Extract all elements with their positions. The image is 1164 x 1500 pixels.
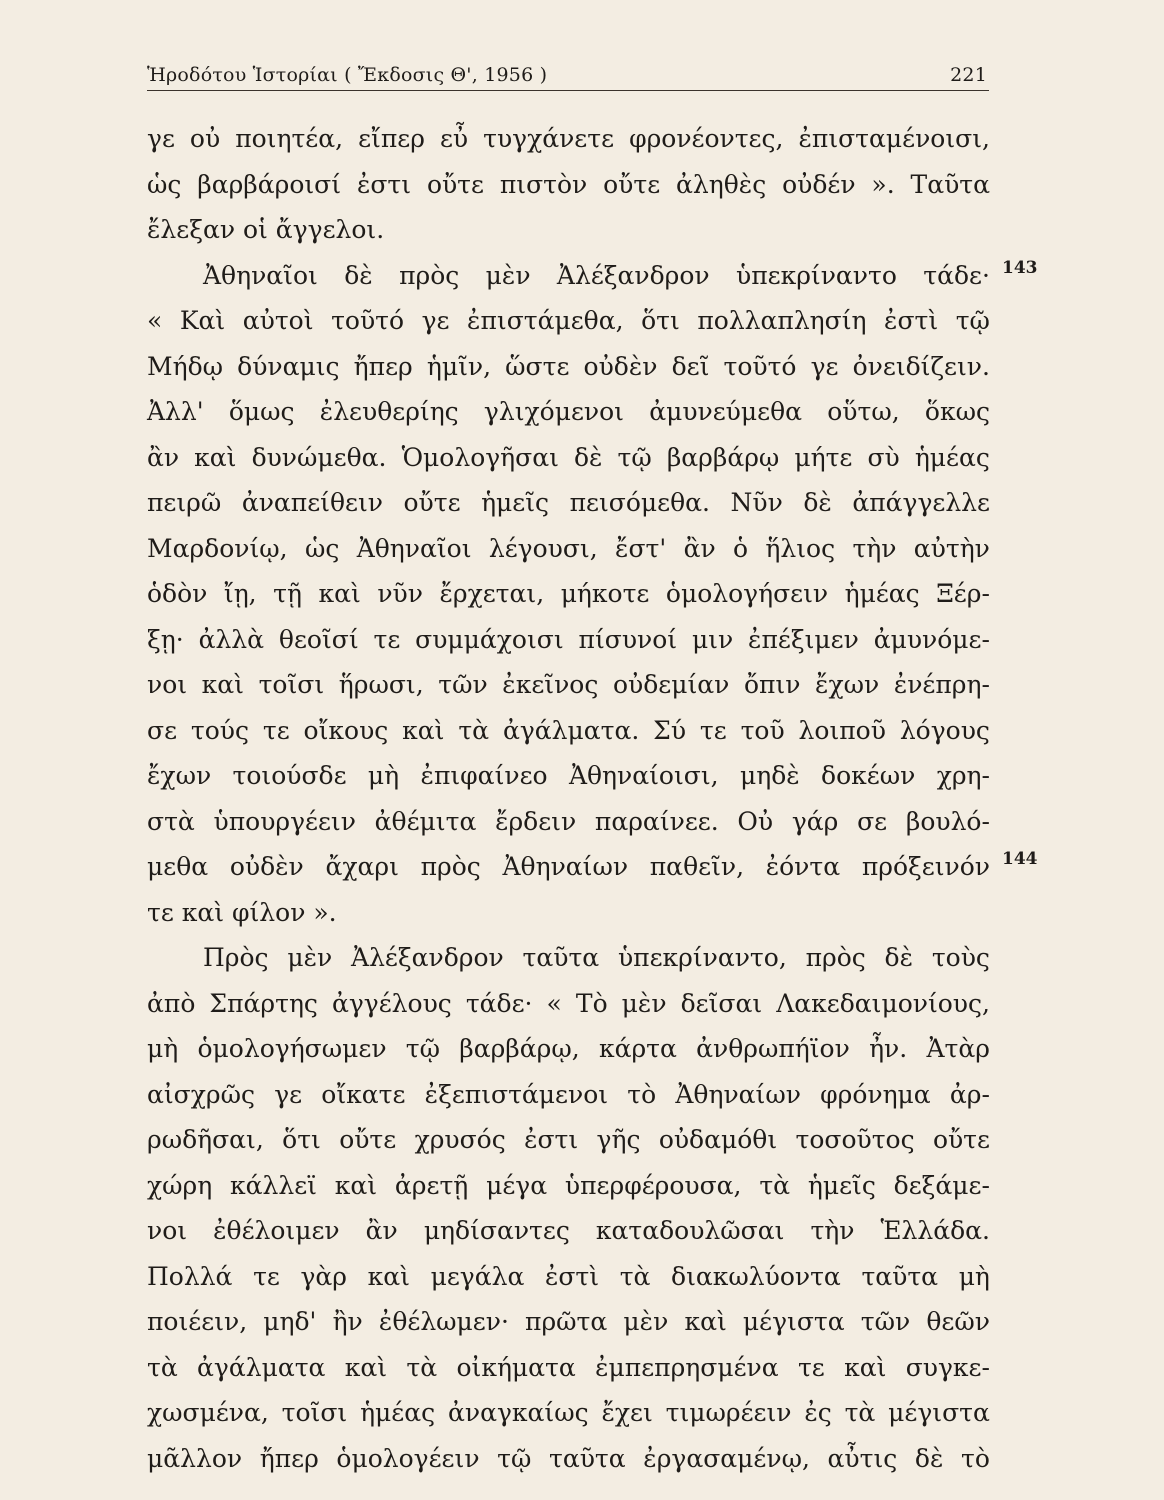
word: διακωλύοντα	[671, 1261, 841, 1291]
word: ἔρχεται,	[439, 579, 545, 608]
word: Πολλά	[147, 1261, 233, 1291]
word: Σπάρτης	[209, 988, 318, 1018]
word: μὴ	[147, 1034, 179, 1063]
text-line: τε καὶ φίλον ».	[147, 897, 337, 927]
word: ἂν	[365, 1216, 398, 1245]
word: ὁδὸν	[147, 579, 208, 608]
word: συγκε-	[905, 1352, 990, 1382]
text-line: ἔλεξαν οἱ ἄγγελοι.	[147, 215, 385, 244]
text-line	[147, 1163, 990, 1209]
word: μὲν	[485, 260, 531, 290]
word: τῷ	[617, 442, 652, 472]
word: ἀγγέλους	[331, 988, 452, 1018]
word: Νῦν	[730, 488, 783, 517]
word: συμμάχοισι	[415, 624, 564, 654]
text-line	[147, 1026, 990, 1072]
word: ἐστι	[356, 169, 412, 199]
word: ἐς	[804, 1398, 832, 1427]
word: ταῦτα	[549, 1443, 626, 1473]
word: τὰ	[759, 1170, 791, 1200]
word: τὰ	[619, 1261, 651, 1291]
word: μέγα	[486, 1170, 548, 1200]
word: εἴπερ	[358, 124, 425, 153]
word: δὲ	[884, 943, 914, 972]
word: ξῃ·	[147, 624, 184, 654]
word: τῇ	[273, 579, 302, 608]
word: σὺ	[867, 442, 900, 472]
word: τῷ	[497, 1443, 532, 1473]
word: ὑπεκρίναντο	[736, 260, 897, 290]
word: πρὸς	[420, 852, 481, 881]
word: χωσμένα,	[147, 1398, 269, 1427]
word: ὁμολογήσωμεν	[197, 1034, 387, 1063]
word: τὰ	[844, 1398, 876, 1427]
word: ἐθέλοιμεν	[213, 1216, 340, 1245]
word: μηδίσαντες	[423, 1216, 570, 1245]
word: οὐδέν	[782, 169, 856, 199]
word: ἔχει	[601, 1398, 653, 1427]
word: πρὸς	[805, 943, 866, 972]
word: ἀπὸ	[147, 988, 196, 1018]
word: Ἀθηναίων	[675, 1079, 801, 1109]
text-line	[147, 844, 990, 890]
word: Ἑλλάδα.	[880, 1216, 990, 1245]
text-line	[147, 162, 990, 208]
word: βαρβάρῳ	[666, 442, 780, 472]
word: τοὺς	[931, 943, 990, 972]
word: ὡς	[147, 169, 182, 199]
word: ἂν	[683, 533, 716, 563]
word: ὅτι	[641, 306, 680, 335]
word: λόγους	[899, 715, 990, 745]
word: Ἀλλ'	[147, 397, 204, 426]
word: ἀπάγγελλε	[852, 488, 990, 517]
word: ὅμως	[228, 397, 295, 426]
chapter-number-144: 144	[1002, 849, 1038, 869]
word: οὐδαμόθι	[658, 1125, 778, 1154]
word: ἡμέας	[360, 1398, 436, 1427]
text-line	[147, 389, 990, 435]
word: Σύ	[653, 715, 687, 745]
word: ἡμεῖς	[481, 488, 550, 517]
word: τοῦτό	[723, 351, 797, 381]
word: βαρβάρῳ,	[459, 1034, 580, 1063]
word: μὴ	[367, 761, 400, 790]
word: μεθα	[147, 852, 209, 881]
word: παθεῖν,	[649, 852, 745, 881]
word: Μαρδονίῳ,	[147, 533, 288, 563]
word: ἤπερ	[353, 351, 413, 381]
text-line	[147, 298, 990, 344]
word: χρυσός	[414, 1125, 506, 1154]
word: πρὸς	[399, 260, 460, 290]
word: ἐνέπρη-	[893, 670, 990, 699]
word: χρη-	[936, 761, 990, 790]
word: ἀναγκαίως	[447, 1398, 589, 1427]
chapter-number-143: 143	[1002, 258, 1038, 278]
word: ἀθέμιτα	[374, 806, 477, 836]
word: ἐμπεπρησμένα	[595, 1352, 779, 1382]
text-line	[147, 753, 990, 799]
word: οἴκατε	[321, 1079, 406, 1109]
word: οὐδὲν	[583, 351, 658, 381]
word: αὖτις	[827, 1443, 898, 1473]
word: γῆς	[596, 1125, 641, 1154]
text-line	[147, 480, 990, 526]
word: ἐστὶ	[544, 1261, 600, 1291]
word: μέγιστα	[888, 1398, 990, 1427]
word: καὶ	[318, 579, 361, 608]
word: τοῦ	[740, 715, 785, 745]
text-line	[147, 1254, 990, 1300]
word: Ἀλέξανδρον	[556, 260, 710, 290]
word: καὶ	[201, 670, 244, 699]
word: ταῦτα	[861, 1261, 939, 1291]
word: δὲ	[574, 442, 603, 472]
word: ἀμυνεύμεθα	[649, 397, 803, 426]
word: ὁ	[733, 533, 749, 563]
word: οἰκήματα	[456, 1352, 576, 1382]
word: ἐπέξιμεν	[748, 624, 859, 654]
word: ὥστε	[505, 351, 570, 381]
word: ὀνειδίζειν.	[852, 351, 990, 381]
text-line	[147, 526, 990, 572]
word: Ἀθηναῖοι	[356, 533, 472, 563]
word: «	[546, 988, 562, 1018]
word: τὰ	[147, 1352, 178, 1382]
word: πρόξεινόν	[861, 852, 990, 881]
word: δύναμις	[237, 351, 340, 381]
text-line	[147, 1390, 990, 1436]
word: μᾶλλον	[147, 1443, 243, 1473]
word: ἀμυνόμε-	[873, 624, 990, 654]
word: δεξάμε-	[893, 1170, 990, 1200]
word: ὅτι	[282, 1125, 321, 1154]
word: ὁμολογέειν	[336, 1443, 480, 1473]
word: μήτε	[794, 442, 853, 472]
word: ἔρδειν	[495, 806, 577, 836]
word: Μήδῳ	[147, 351, 224, 381]
word: φρονέοντες,	[629, 124, 784, 153]
word: ἐργασαμένῳ,	[643, 1443, 810, 1473]
word: Οὐ	[737, 806, 774, 836]
word: αὐτοὶ	[242, 306, 314, 335]
word: καὶ	[367, 1261, 410, 1291]
word: μιν	[691, 624, 734, 654]
text-line	[147, 1345, 990, 1391]
word: πίσυνοί	[578, 624, 678, 654]
text-line	[147, 617, 990, 663]
word: ἀναπείθειν	[241, 488, 383, 517]
word: τὴν	[810, 1216, 855, 1245]
word: τῶν	[860, 1307, 911, 1336]
word: αὐτὴν	[913, 533, 990, 563]
word: τὴν	[852, 533, 897, 563]
word: τε	[262, 715, 290, 745]
word: γὰρ	[300, 1261, 348, 1291]
word: Ὁμολογῆσαι	[401, 442, 559, 472]
word: οὔτε	[426, 169, 484, 199]
word: Ἀθηναίων	[502, 852, 629, 881]
word: τε	[699, 715, 727, 745]
text-line	[147, 981, 990, 1027]
word: νοι	[147, 1216, 188, 1245]
word: γάρ	[791, 806, 839, 836]
word: ἡμέας	[844, 579, 920, 608]
word: Ξέρ-	[936, 579, 990, 608]
word: «	[147, 306, 163, 335]
word: οὔτε	[932, 1125, 990, 1154]
word: τὸ	[961, 1443, 990, 1473]
word: εὖ	[439, 124, 469, 153]
word: τῷ	[405, 1034, 440, 1063]
word: τυγχάνετε	[483, 124, 615, 153]
word: ἀνθρωπήϊον	[696, 1034, 850, 1063]
word: ἥρωσι,	[338, 670, 424, 699]
word: τοσοῦτος	[795, 1125, 915, 1154]
word: βαρβάροισί	[197, 169, 342, 199]
word: ἀλλὰ	[198, 624, 265, 654]
word: ἀρ-	[949, 1079, 990, 1109]
word: καὶ	[402, 715, 445, 745]
word: θεῶν	[926, 1307, 990, 1336]
word: ἐλευθερίης	[319, 397, 459, 426]
word: λέγουσι,	[488, 533, 598, 563]
word: σε	[147, 715, 178, 745]
word: αἰσχρῶς	[147, 1079, 255, 1109]
word: τοῖσι	[281, 1398, 348, 1427]
header-rule	[147, 90, 989, 91]
word: νῦν	[377, 579, 423, 608]
word: ».	[871, 169, 895, 199]
word: μεγάλα	[430, 1261, 525, 1291]
text-line	[147, 1436, 990, 1482]
word: μηδ'	[263, 1307, 317, 1336]
word: ἐπιφαίνεο	[420, 761, 548, 790]
word: ταῦτα	[522, 943, 600, 972]
word: μὴ	[958, 1261, 990, 1291]
word: θεοῖσί	[278, 624, 359, 654]
word: Καὶ	[179, 306, 226, 335]
word: μέγιστα	[742, 1307, 845, 1336]
word: τοῦτό	[331, 306, 405, 335]
word: σε	[857, 806, 888, 836]
word: χώρη	[147, 1170, 213, 1200]
word: καταδουλῶσαι	[595, 1216, 785, 1245]
word: πειρῶ	[147, 488, 222, 517]
text-line	[147, 708, 990, 754]
word: λοιποῦ	[798, 715, 886, 745]
word: ἐπισταμένοισι,	[798, 124, 990, 153]
word: τοιούσδε	[232, 761, 347, 790]
word: μὲν	[621, 988, 667, 1018]
word: τοῖσι	[258, 670, 325, 699]
word: καὶ	[684, 1307, 727, 1336]
word: καὶ	[334, 1170, 378, 1200]
word: ἂν	[147, 442, 180, 472]
word: ἐστὶ	[884, 306, 939, 335]
word: ὅκως	[924, 397, 990, 426]
word: ἡμέας	[914, 442, 990, 472]
word: καὶ	[344, 1352, 388, 1382]
word: πολλαπλησίη	[697, 306, 867, 335]
word: μὲν	[287, 943, 333, 972]
word: Τὸ	[575, 988, 608, 1018]
body-text	[147, 116, 990, 1481]
word: τῷ	[955, 306, 990, 335]
word: καὶ	[194, 442, 237, 472]
word: ρωδῆσαι,	[147, 1125, 264, 1154]
word: Πρὸς	[203, 943, 269, 972]
word: οὔτε	[403, 488, 461, 517]
word: δὲ	[914, 1443, 944, 1473]
word: δὲ	[803, 488, 832, 517]
word: ἢν	[332, 1307, 363, 1336]
text-line	[147, 571, 990, 617]
word: ἄχαρι	[325, 852, 399, 881]
text-line	[147, 935, 990, 981]
word: Ἀτὰρ	[926, 1034, 990, 1063]
word: ἔχων	[147, 761, 212, 790]
word: ἤπερ	[259, 1443, 319, 1473]
word: Ταῦτα	[910, 169, 990, 199]
word: δυνώμεθα.	[251, 442, 387, 472]
word: ὄπιν	[743, 670, 801, 699]
word: μήκοτε	[560, 579, 650, 608]
word: φρόνημα	[820, 1079, 931, 1109]
word: ἀρετῇ	[394, 1170, 469, 1200]
word: ὁμολογήσειν	[665, 579, 829, 608]
word: ἥλιος	[765, 533, 836, 563]
word: βουλό-	[905, 806, 990, 836]
word: Ἀλέξανδρον	[351, 943, 504, 972]
word: τε	[373, 624, 401, 654]
text-line	[147, 799, 990, 845]
text-line	[147, 344, 990, 390]
word: δὲ	[344, 260, 373, 290]
word: ἡμεῖς	[807, 1170, 876, 1200]
word: Ἀθηναίοισι,	[568, 761, 719, 790]
word: Ἀθηναῖοι	[203, 260, 318, 290]
word: ἡμῖν,	[426, 351, 492, 381]
word: μηδὲ	[739, 761, 800, 790]
word: ἦν.	[869, 1034, 908, 1063]
word: ἀγάλματα	[197, 1352, 326, 1382]
word: ὑπουργέειν	[213, 806, 356, 836]
word: ἀληθὲς	[676, 169, 767, 199]
word: κάλλεϊ	[230, 1170, 317, 1200]
word: ὡς	[304, 533, 340, 563]
word: μὲν	[623, 1307, 669, 1336]
word: ἔστ'	[615, 533, 667, 563]
text-line	[147, 662, 990, 708]
word: ἐξεπιστάμενοι	[424, 1079, 609, 1109]
word: ἔχων	[815, 670, 880, 699]
word: οὐδὲν	[229, 852, 304, 881]
text-line	[147, 116, 990, 162]
word: ὑπεκρίναντο,	[617, 943, 787, 972]
word: στὰ	[147, 806, 195, 836]
word: οἴκους	[303, 715, 389, 745]
word: ἐστι	[524, 1125, 579, 1154]
word: οὕτω,	[827, 397, 900, 426]
word: γε	[810, 351, 839, 381]
word: ἐόντα	[765, 852, 841, 881]
word: ἀγάλματα.	[502, 715, 640, 745]
word: ποιέειν,	[147, 1307, 248, 1336]
word: νοι	[147, 670, 188, 699]
word: τάδε·	[923, 260, 990, 290]
text-line	[147, 1299, 990, 1345]
word: γε	[147, 124, 175, 153]
text-line	[147, 1072, 990, 1118]
word: δεῖ	[671, 351, 710, 381]
text-line	[147, 435, 990, 481]
word: οὔτε	[339, 1125, 397, 1154]
word: τε	[797, 1352, 825, 1382]
word: γλιχόμενοι	[483, 397, 624, 426]
word: δεῖσαι	[680, 988, 763, 1018]
word: ἐθέλωμεν·	[378, 1307, 509, 1336]
word: τε	[253, 1261, 280, 1291]
word: τὸ	[627, 1079, 657, 1109]
text-line	[147, 1208, 990, 1254]
word: οὐ	[189, 124, 221, 153]
word: Λακεδαιμονίους,	[776, 988, 990, 1018]
word: ἴῃ,	[223, 579, 257, 608]
running-title: Ἡροδότου Ἱστορίαι ( Ἔκδοσις Θ', 1956 )	[147, 64, 548, 86]
word: γε	[274, 1079, 303, 1109]
word: δοκέων	[821, 761, 916, 790]
word: ἐπιστάμεθα,	[467, 306, 624, 335]
word: τάδε·	[465, 988, 533, 1018]
word: πρῶτα	[525, 1307, 608, 1336]
text-line	[147, 253, 990, 299]
word: οὔτε	[603, 169, 661, 199]
word: τούς	[190, 715, 249, 745]
word: ποιητέα,	[235, 124, 344, 153]
word: κάρτα	[598, 1034, 677, 1063]
word: τὰ	[406, 1352, 438, 1382]
word: καὶ	[844, 1352, 887, 1382]
word: παραίνεε.	[594, 806, 719, 836]
page-number: 221	[950, 64, 987, 86]
running-header	[147, 54, 987, 86]
text-line	[147, 1117, 990, 1163]
word: πιστὸν	[499, 169, 588, 199]
word: γε	[421, 306, 450, 335]
word: τῶν	[438, 670, 488, 699]
word: ὑπερφέρουσα,	[564, 1170, 742, 1200]
word: τιμωρέειν	[665, 1398, 792, 1427]
word: ἐκεῖνος	[502, 670, 599, 699]
word: πεισόμεθα.	[569, 488, 710, 517]
word: οὐδεμίαν	[612, 670, 730, 699]
word: τὰ	[458, 715, 490, 745]
